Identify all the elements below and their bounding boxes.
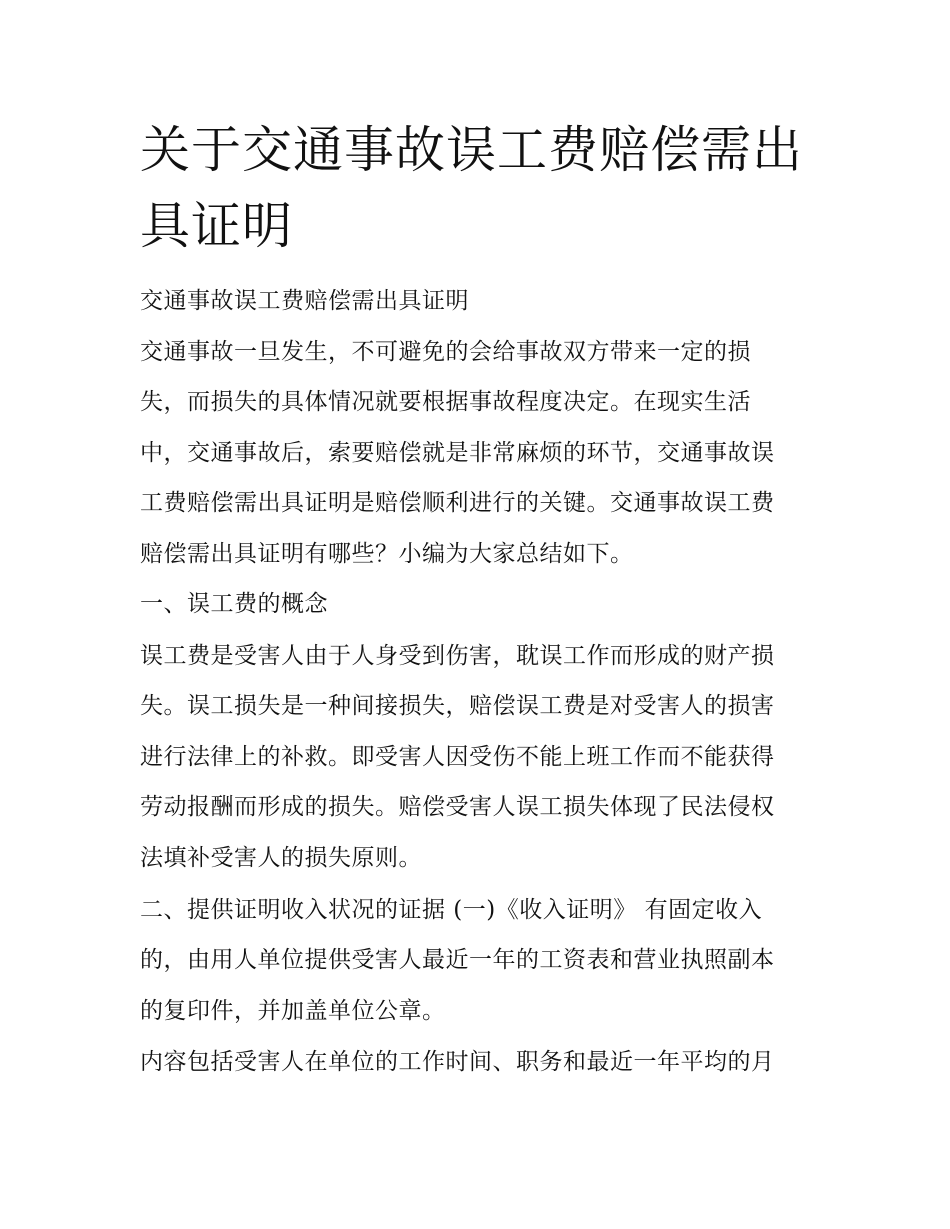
body-line: 误工费是受害人由于人身受到伤害，耽误工作而形成的财产损 <box>140 643 775 669</box>
body-line: 的，由用人单位提供受害人最近一年的工资表和营业执照副本 <box>140 947 775 973</box>
body-line: 工费赔偿需出具证明是赔偿顺利进行的关键。交通事故误工费 <box>140 490 775 516</box>
body-line: 内容包括受害人在单位的工作时间、职务和最近一年平均的月 <box>140 1049 775 1075</box>
section-heading: 二、提供证明收入状况的证据 (一)《收入证明》 有固定收入 <box>140 897 763 923</box>
body-line: 法填补受害人的损失原则。 <box>140 845 422 871</box>
section-heading: 一、误工费的概念 <box>140 591 328 617</box>
body-line: 失，而损失的具体情况就要根据事故程度决定。在现实生活 <box>140 389 751 415</box>
body-line: 的复印件，并加盖单位公章。 <box>140 998 446 1024</box>
title-line-2: 具证明 <box>140 197 293 255</box>
title-line-1: 关于交通事故误工费赔偿需出 <box>140 121 803 179</box>
body-line: 失。误工损失是一种间接损失，赔偿误工费是对受害人的损害 <box>140 693 775 719</box>
subtitle-line: 交通事故误工费赔偿需出具证明 <box>140 288 469 314</box>
body-line: 中，交通事故后，索要赔偿就是非常麻烦的环节，交通事故误 <box>140 440 775 466</box>
body-line: 进行法律上的补救。即受害人因受伤不能上班工作而不能获得 <box>140 744 775 770</box>
body-line: 劳动报酬而形成的损失。赔偿受害人误工损失体现了民法侵权 <box>140 794 775 820</box>
body-line: 赔偿需出具证明有哪些？小编为大家总结如下。 <box>140 541 634 567</box>
document-title <box>140 112 820 264</box>
body-line: 交通事故一旦发生，不可避免的会给事故双方带来一定的损 <box>140 339 751 365</box>
